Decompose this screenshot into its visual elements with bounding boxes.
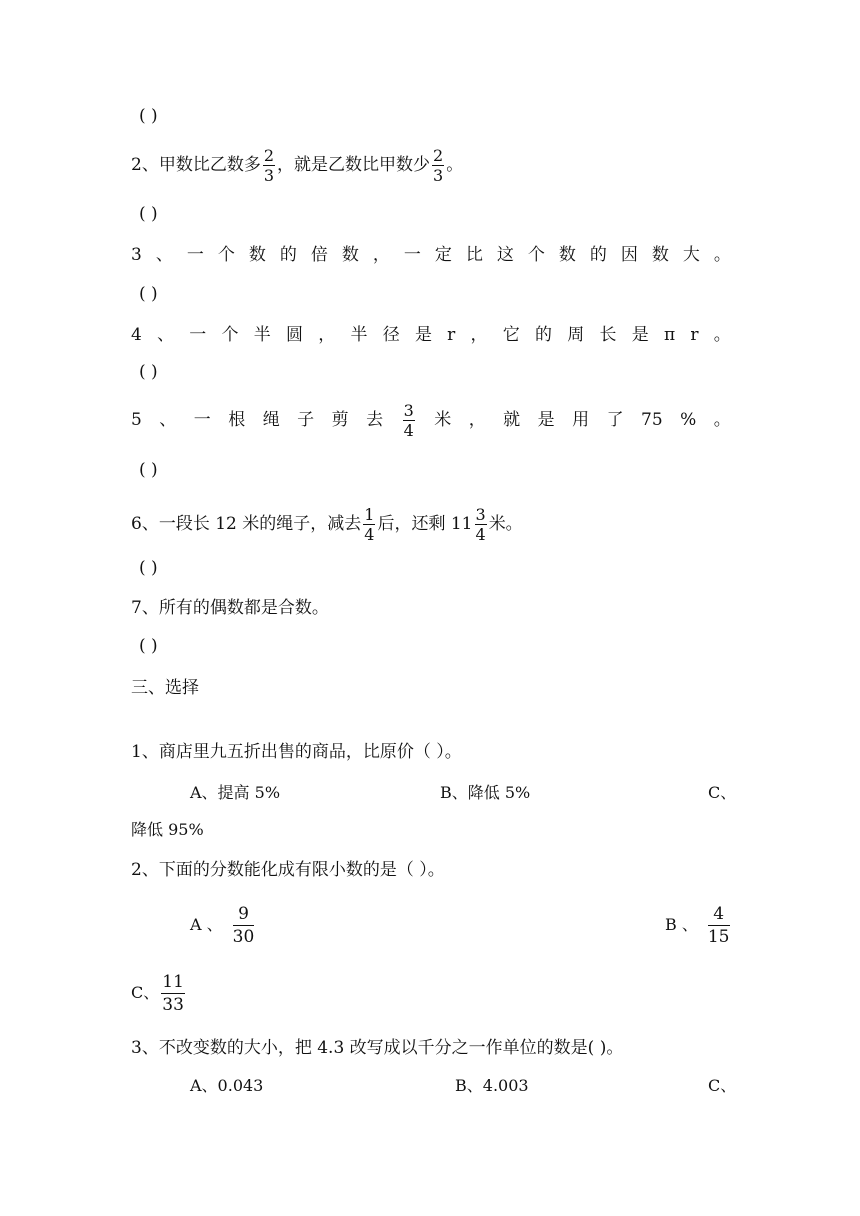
c3-option-c[interactable]: C、	[708, 1076, 737, 1095]
q6-fraction-1	[363, 505, 375, 544]
q2-frac1-num: 2	[263, 146, 275, 165]
q4-char: ，	[318, 325, 336, 345]
q3-char: 3	[131, 245, 142, 265]
q3-char: 比	[465, 245, 483, 265]
q3-char: 这	[496, 245, 514, 265]
q3-char: 定	[434, 245, 452, 265]
q3-char: 。	[713, 245, 731, 265]
q2-suffix: 。	[446, 155, 464, 175]
c3-option-a[interactable]: A、0.043	[190, 1076, 264, 1095]
q4-char: π	[663, 325, 676, 345]
q4-char: 是	[631, 325, 649, 345]
q5-frac-den: 4	[403, 420, 414, 440]
c2-a-num: 9	[233, 903, 255, 926]
c1-option-a[interactable]: A、提高 5%	[190, 783, 281, 802]
c2-option-a[interactable]	[190, 900, 256, 950]
c2-b-den: 15	[707, 926, 730, 947]
q5-char: 了	[606, 410, 624, 430]
q6-frac1-num: 1	[364, 505, 375, 524]
choice-question-2: 2、下面的分数能化成有限小数的是（ ）。	[131, 860, 445, 880]
q5-char: 5	[131, 410, 142, 430]
c1-option-c-text: 降低 95%	[131, 820, 204, 839]
q5-fraction	[403, 401, 415, 440]
q2-frac1-den: 3	[263, 166, 275, 185]
c3-option-b[interactable]: B、4.003	[455, 1076, 529, 1095]
question-3	[131, 245, 731, 265]
c2-option-b[interactable]	[665, 900, 732, 950]
q6-frac2-den: 4	[475, 525, 486, 544]
question-5	[131, 398, 731, 442]
q5-char: 子	[297, 410, 315, 430]
q5-char: 米	[434, 410, 452, 430]
q3-char: 、	[155, 245, 173, 265]
section-3-title: 三、选择	[131, 678, 199, 698]
c2-option-a-label: A 、	[190, 915, 223, 934]
q6-frac2-num: 3	[475, 505, 486, 524]
q4-char: 半	[350, 325, 368, 345]
q4-char: 、	[157, 325, 175, 345]
q3-char: 因	[620, 245, 638, 265]
q5-char: 75	[641, 410, 663, 430]
c1-option-b[interactable]: B、降低 5%	[440, 783, 531, 802]
q3-char: 一	[186, 245, 204, 265]
q3-char: 的	[589, 245, 607, 265]
q2-fraction-2	[432, 146, 444, 185]
q5-char: 剪	[331, 410, 349, 430]
choice-question-3: 3、不改变数的大小，把 4.3 改写成以千分之一作单位的数是( )。	[131, 1038, 624, 1058]
q4-char: r	[690, 325, 699, 345]
c2-option-b-label: B 、	[665, 915, 698, 934]
q4-char: 一	[189, 325, 207, 345]
q6-answer-blank[interactable]: ( )	[139, 558, 158, 578]
q5-char: ，	[468, 410, 486, 430]
c2-option-a-fraction	[233, 903, 255, 948]
q4-char: 周	[567, 325, 585, 345]
q4-char: ，	[470, 325, 488, 345]
q2-answer-blank[interactable]: ( )	[139, 204, 158, 224]
q6-suffix: 米。	[488, 514, 523, 534]
q5-char: 就	[503, 410, 521, 430]
q3-char: 一	[403, 245, 421, 265]
q4-char: 半	[253, 325, 271, 345]
q3-char: 数	[248, 245, 266, 265]
q1-answer-blank[interactable]: ( )	[139, 106, 158, 126]
q5-char: 去	[366, 410, 384, 430]
q3-char: 倍	[310, 245, 328, 265]
q7-answer-blank[interactable]: ( )	[139, 636, 158, 656]
q5-frac-num: 3	[403, 400, 414, 420]
q4-char: 长	[599, 325, 617, 345]
c2-option-c-fraction	[161, 971, 185, 1016]
c2-a-den: 30	[232, 926, 255, 947]
question-4	[131, 325, 731, 345]
choice-question-1: 1、商店里九五折出售的商品，比原价（ ）。	[131, 742, 462, 762]
c2-c-den: 33	[162, 994, 184, 1015]
c2-b-num: 4	[708, 903, 730, 926]
q2-frac2-num: 2	[433, 146, 444, 165]
q5-char: 、	[159, 410, 177, 430]
q5-char: 。	[713, 410, 731, 430]
q4-char: 是	[414, 325, 432, 345]
q4-char: 它	[502, 325, 520, 345]
q3-char: 数	[558, 245, 576, 265]
c2-option-c-label: C、	[131, 983, 160, 1002]
q4-char: r	[447, 325, 456, 345]
q4-char: 的	[535, 325, 553, 345]
q2-frac2-den: 3	[433, 166, 444, 185]
c2-c-num: 11	[162, 971, 184, 992]
q5-char: 绳	[262, 410, 280, 430]
c1-option-c[interactable]: C、	[708, 783, 737, 802]
c2-option-c[interactable]	[131, 968, 187, 1018]
question-7: 7、所有的偶数都是合数。	[131, 598, 329, 618]
q4-char: 径	[382, 325, 400, 345]
q5-char: %	[680, 410, 697, 430]
q3-char: 个	[527, 245, 545, 265]
q5-char: 是	[537, 410, 555, 430]
q2-middle: ，就是乙数比甲数少	[277, 155, 431, 175]
q2-fraction-1	[263, 146, 275, 185]
q2-prefix: 2、甲数比乙数多	[131, 155, 261, 175]
q3-char: 个	[217, 245, 235, 265]
q3-char: 大	[682, 245, 700, 265]
q3-char: 数	[341, 245, 359, 265]
q6-middle: 后，还剩 11	[377, 514, 473, 534]
q4-answer-blank[interactable]: ( )	[139, 362, 158, 382]
q4-char: 个	[221, 325, 239, 345]
q4-char: 。	[713, 325, 731, 345]
q3-char: 的	[279, 245, 297, 265]
q6-fraction-2	[475, 505, 487, 544]
q3-char: ，	[372, 245, 390, 265]
q5-char: 根	[228, 410, 246, 430]
q4-char: 4	[131, 325, 142, 345]
q5-char: 一	[193, 410, 211, 430]
q6-prefix: 6、一段长 12 米的绳子，减去	[131, 514, 362, 534]
q5-answer-blank[interactable]: ( )	[139, 460, 158, 480]
question-6	[131, 505, 523, 544]
q5-char: 用	[572, 410, 590, 430]
q6-frac1-den: 4	[364, 525, 375, 544]
c2-option-b-fraction	[708, 903, 730, 948]
question-2	[131, 146, 463, 185]
q4-char: 圆	[286, 325, 303, 345]
q3-answer-blank[interactable]: ( )	[139, 284, 158, 304]
q3-char: 数	[651, 245, 669, 265]
